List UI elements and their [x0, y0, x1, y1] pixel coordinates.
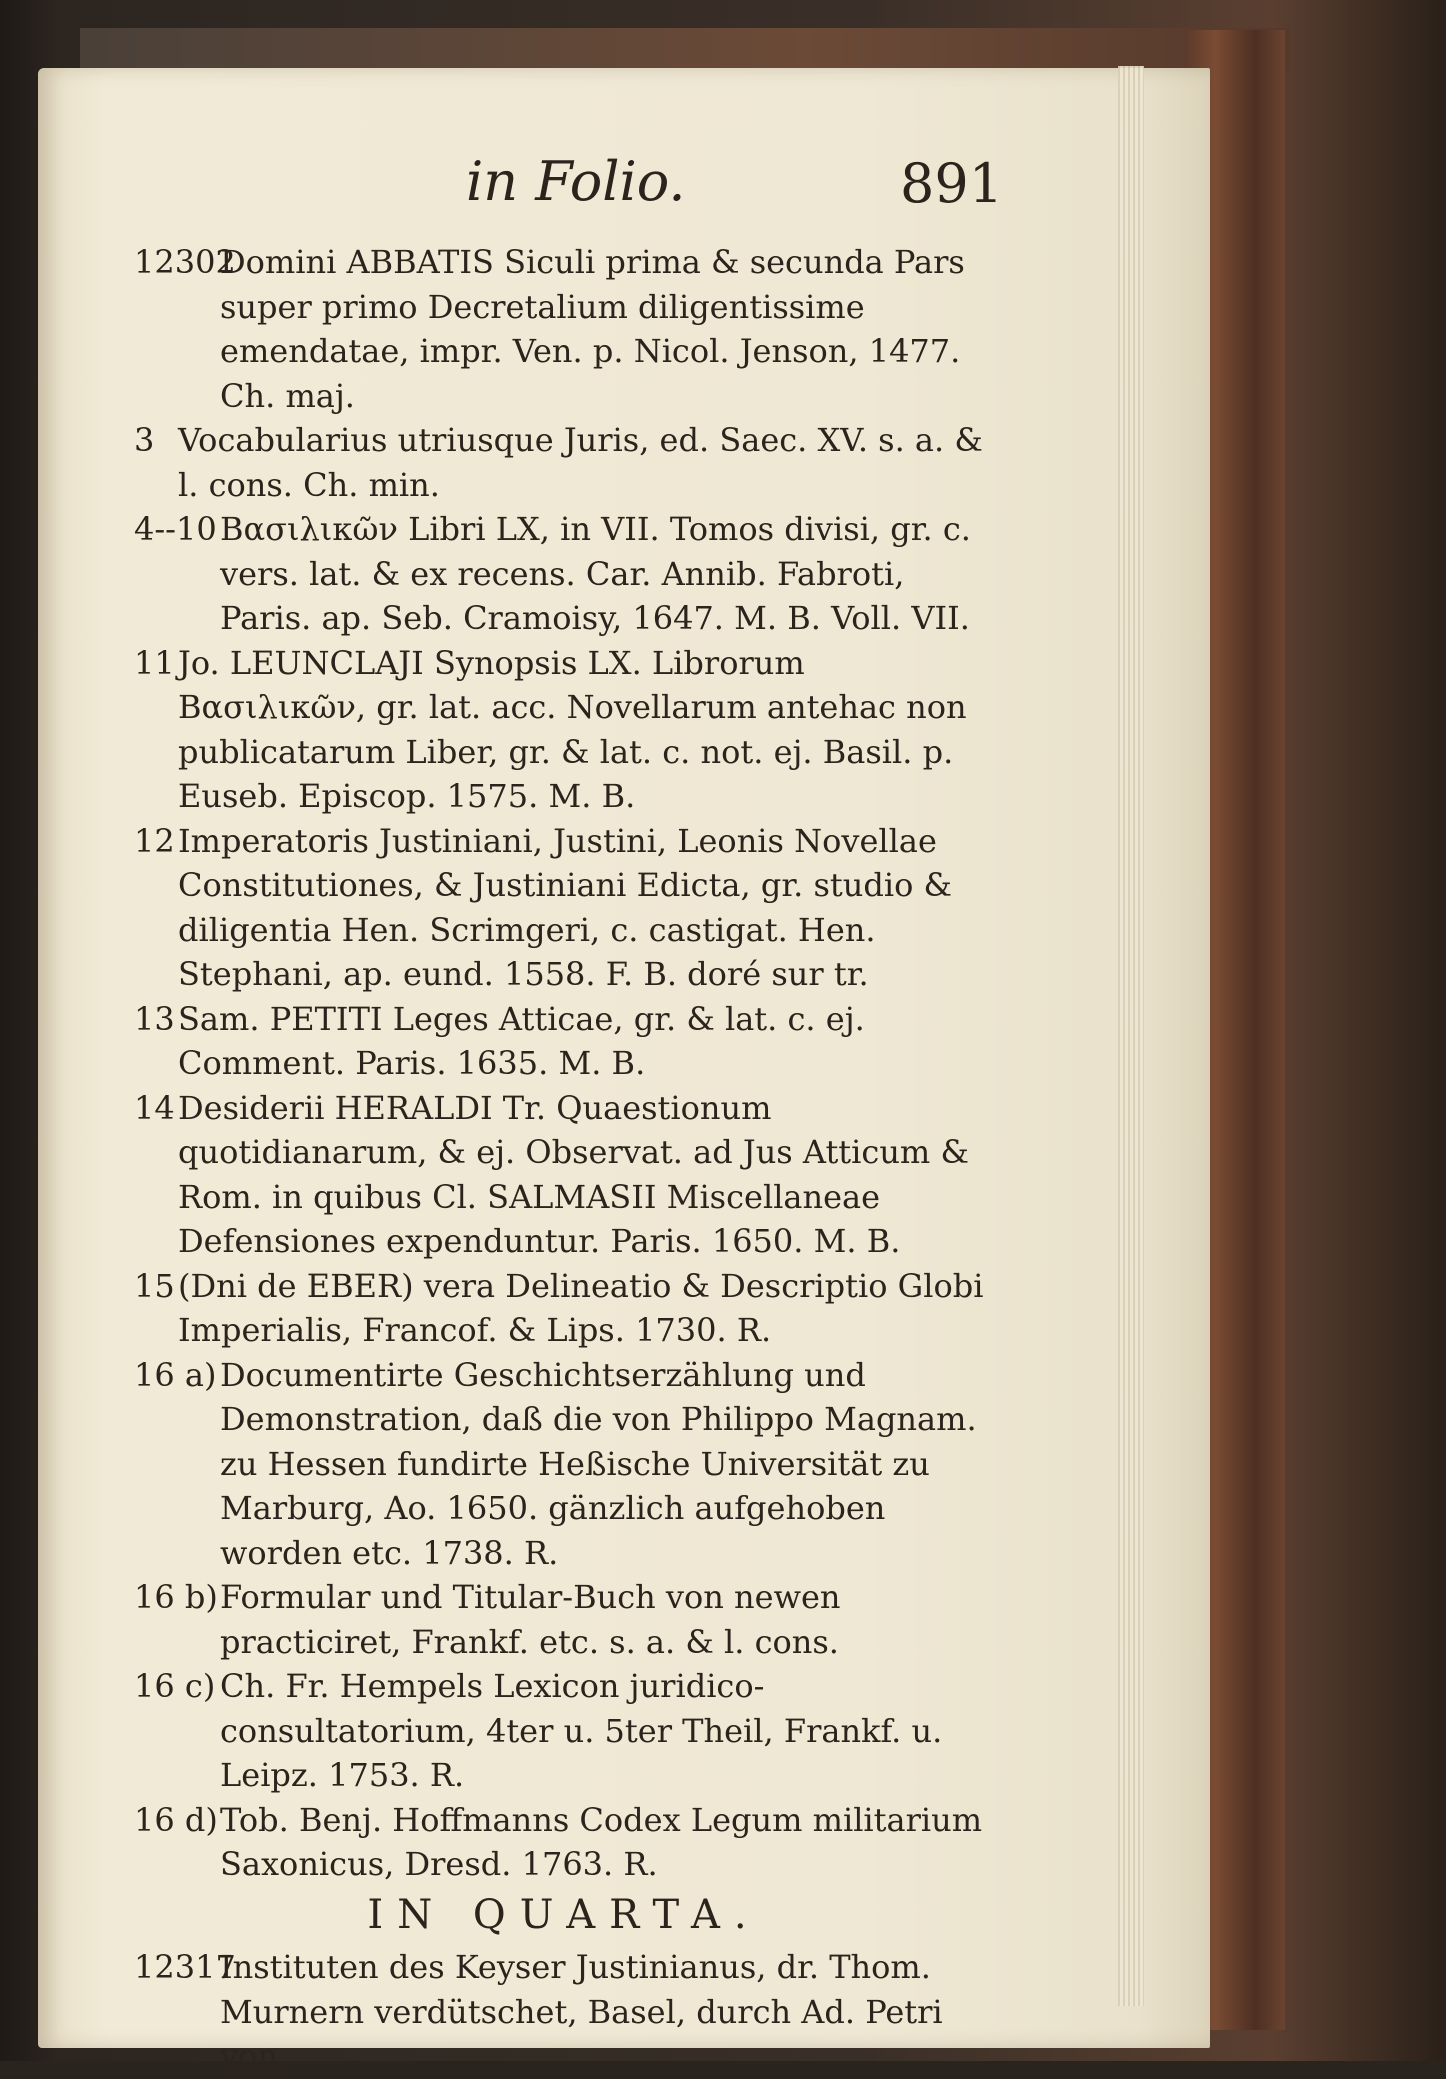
entry-text: Formular und Titular-Buch von newen practiciret, Frankf. etc. s. a. & l. cons. — [220, 1578, 841, 1661]
entry-number: 11 — [134, 643, 175, 682]
entry-text: Imperatoris Justiniani, Justini, Leonis Novellae Constitutiones, & Justiniani Edicta, gr. studio & diligentia Hen. Scrimgeri, c. castigat. Hen. Stephani, ap. eund. 1558. F. B. doré sur tr. — [178, 821, 952, 993]
catalogue-entry — [134, 997, 994, 1086]
entry-text: Desiderii HERALDI Tr. Quaestionum quotidianarum, & ej. Observat. ad Jus Atticum & Rom. in quibus Cl. SALMASII Miscellaneae Defensiones expenduntur. Paris. 1650. M. B. — [178, 1088, 969, 1260]
page-edges — [1118, 66, 1144, 2006]
entry-number: 15 — [134, 1266, 175, 1305]
catalogue-entry — [134, 1086, 994, 1264]
catalogue-entry — [134, 1575, 994, 1664]
entry-number: 16 d) — [134, 1800, 218, 1839]
entry-number: 16 c) — [134, 1667, 216, 1705]
section-heading: IN QUARTA. — [367, 1891, 761, 1938]
running-head: in Folio. — [466, 150, 686, 213]
catalogue-entry — [134, 1798, 994, 1887]
catalogue-entry — [134, 1353, 994, 1576]
entry-text: Jo. LEUNCLAJI Synopsis LX. Librorum Βασιλικῶν, gr. lat. acc. Novellarum antehac non publicatarum Liber, gr. & lat. c. not. ej. Basil. p. Euseb. Episcop. 1575. M. B. — [178, 643, 967, 815]
entry-number: 14 — [134, 1088, 175, 1127]
entry-text: (Dni de EBER) vera Delineatio & Descriptio Globi Imperialis, Francof. & Lips. 1730. R. — [178, 1266, 984, 1349]
entry-number: 16 b) — [134, 1578, 218, 1616]
catalogue-entry — [134, 1664, 994, 1798]
entry-text: Sam. PETITI Leges Atticae, gr. & lat. c. ej. Comment. Paris. 1635. M. B. — [178, 999, 865, 1082]
entry-number: 12302 — [134, 243, 236, 281]
page-header — [0, 150, 1446, 220]
entry-text: Domini ABBATIS Siculi prima & secunda Pars super primo Decretalium diligentissime emendatae, impr. Ven. p. Nicol. Jenson, 1477. Ch. maj. — [220, 243, 965, 415]
entry-text: Instituten des Keyser Justinianus, dr. Thom. Murnern verdütschet, Basel, durch Ad. Petri von — [220, 1948, 943, 2075]
page-number: 891 — [900, 152, 1004, 215]
catalogue-entry — [134, 418, 994, 507]
entry-number: 4--10 — [134, 510, 217, 548]
catalogue-body — [134, 240, 994, 2079]
catalogue-entry — [134, 819, 994, 997]
entry-text: Documentirte Geschichtserzählung und Demonstration, daß die von Philippo Magnam. zu Hessen fundirte Heßische Universität zu Marburg, Ao. 1650. gänzlich aufgehoben worden etc. 1738. R. — [220, 1355, 977, 1572]
entry-text: Vocabularius utriusque Juris, ed. Saec. XV. s. a. & l. cons. Ch. min. — [178, 421, 983, 504]
entry-number: 13 — [134, 999, 175, 1038]
entry-text: Βασιλικῶν Libri LX, in VII. Tomos divisi, gr. c. vers. lat. & ex recens. Car. Annib. Fabroti, Paris. ap. Seb. Cramoisy, 1647. M. B. Voll. VII. — [220, 510, 971, 637]
entry-number: 3 — [134, 421, 155, 459]
catalogue-entry — [134, 507, 994, 641]
cover-top-edge — [80, 28, 1290, 72]
catalogue-entry — [134, 1945, 994, 2079]
entry-text: Tob. Benj. Hoffmanns Codex Legum militarium Saxonicus, Dresd. 1763. R. — [220, 1800, 983, 1883]
catalogue-entry — [134, 240, 994, 418]
entry-number: 16 a) — [134, 1355, 217, 1394]
entry-number: 12 — [134, 821, 175, 860]
entry-text: Ch. Fr. Hempels Lexicon juridico-consultatorium, 4ter u. 5ter Theil, Frankf. u. Leipz. 1753. R. — [220, 1667, 943, 1794]
catalogue-entry — [134, 641, 994, 819]
catalogue-entry — [134, 1264, 994, 1353]
entry-number: 12317 — [134, 1948, 236, 1986]
